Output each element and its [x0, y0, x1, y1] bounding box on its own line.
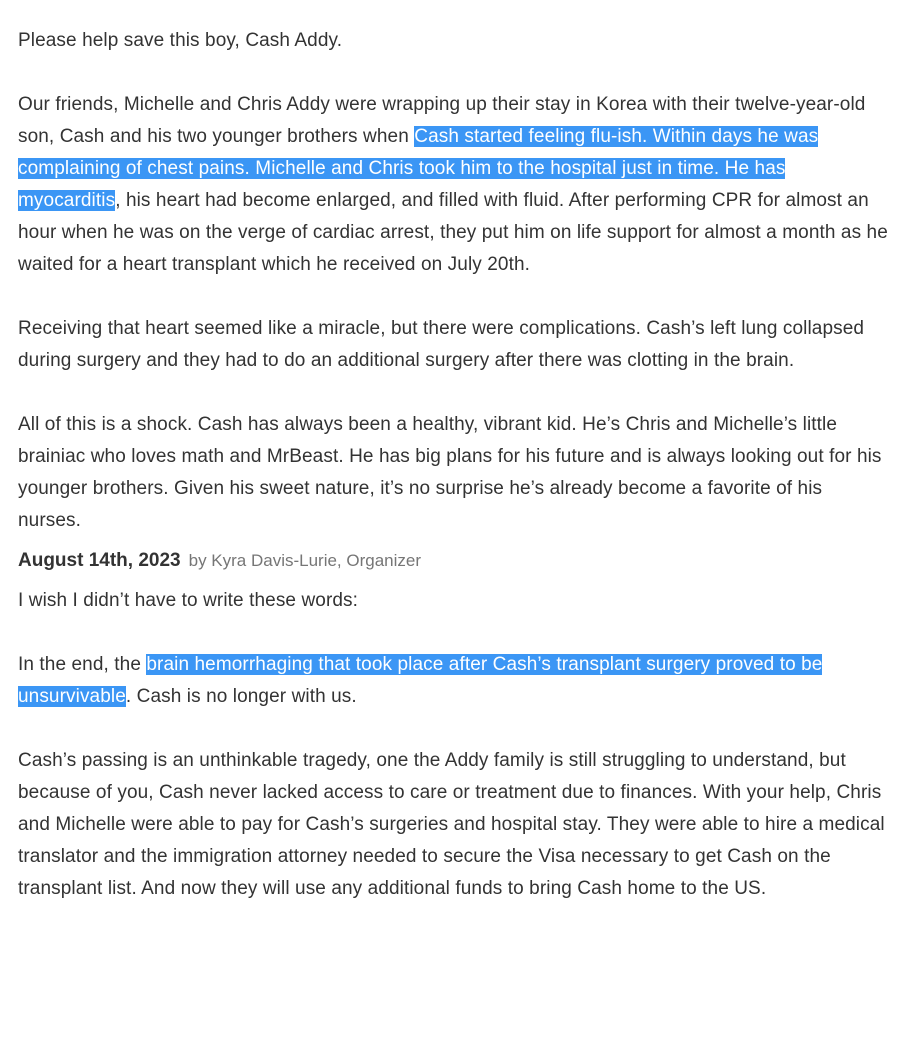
update-paragraph-intro [18, 585, 888, 617]
update-outcome-text-before: In the end, the [18, 654, 147, 675]
update-intro-text: I wish I didn’t have to write these words: [18, 590, 359, 611]
story-intro [18, 25, 888, 57]
update-outcome-text-after: . Cash is no longer with us. [125, 686, 357, 707]
update-paragraph-outcome [18, 649, 888, 713]
update-date: August 14th, 2023 [18, 550, 181, 571]
selected-text-outcome[interactable]: brain hemorrhaging that took place after Cash’s transplant surgery proved to be unsurvivable [18, 654, 823, 707]
story-intro-text: Please help save this boy, Cash Addy. [18, 30, 343, 51]
story-onset-text-before: Our friends, Michelle and Chris Addy were wrapping up their stay in Korea with their twelve-year-old son, Cash and his two younger brothers when [18, 94, 866, 147]
update-header [18, 545, 888, 577]
story-onset-text-after: , his heart had become enlarged, and filled with fluid. After performing CPR for almost an hour when he was on the verge of cardiac arrest, they put him on life support for almost a month as he waited for a heart transplant which he received on July 20th. [18, 190, 888, 275]
story-paragraph-complications [18, 313, 888, 377]
update-author[interactable]: by Kyra Davis-Lurie, Organizer [188, 551, 422, 570]
story-paragraph-about-cash [18, 409, 888, 537]
update-thanks-text: Cash’s passing is an unthinkable tragedy, one the Addy family is still struggling to understand, but because of you, Cash never lacked access to care or treatment due to finances. With your help, Chris and Michelle were able to pay for Cash’s surgeries and hospital stay. They were able to hire a medical translator and the immigration attorney needed to secure the Visa necessary to get Cash on the transplant list. And now they will use any additional funds to bring Cash home to the US. [18, 750, 885, 899]
story-about-cash-text: All of this is a shock. Cash has always been a healthy, vibrant kid. He’s Chris and Michelle’s little brainiac who loves math and MrBeast. He has big plans for his future and is always looking out for his younger brothers. Given his sweet nature, it’s no surprise he’s already become a favorite of his nurses. [18, 414, 882, 531]
story-paragraph-onset [18, 89, 888, 281]
selected-text-onset[interactable]: Cash started feeling flu-ish. Within days he was complaining of chest pains. Michelle and Chris took him to the hospital just in time. He has myocarditis [18, 126, 819, 211]
story-complications-text: Receiving that heart seemed like a miracle, but there were complications. Cash’s left lung collapsed during surgery and they had to do an additional surgery after there was clotting in the brain. [18, 318, 865, 371]
update-paragraph-thanks [18, 745, 888, 905]
